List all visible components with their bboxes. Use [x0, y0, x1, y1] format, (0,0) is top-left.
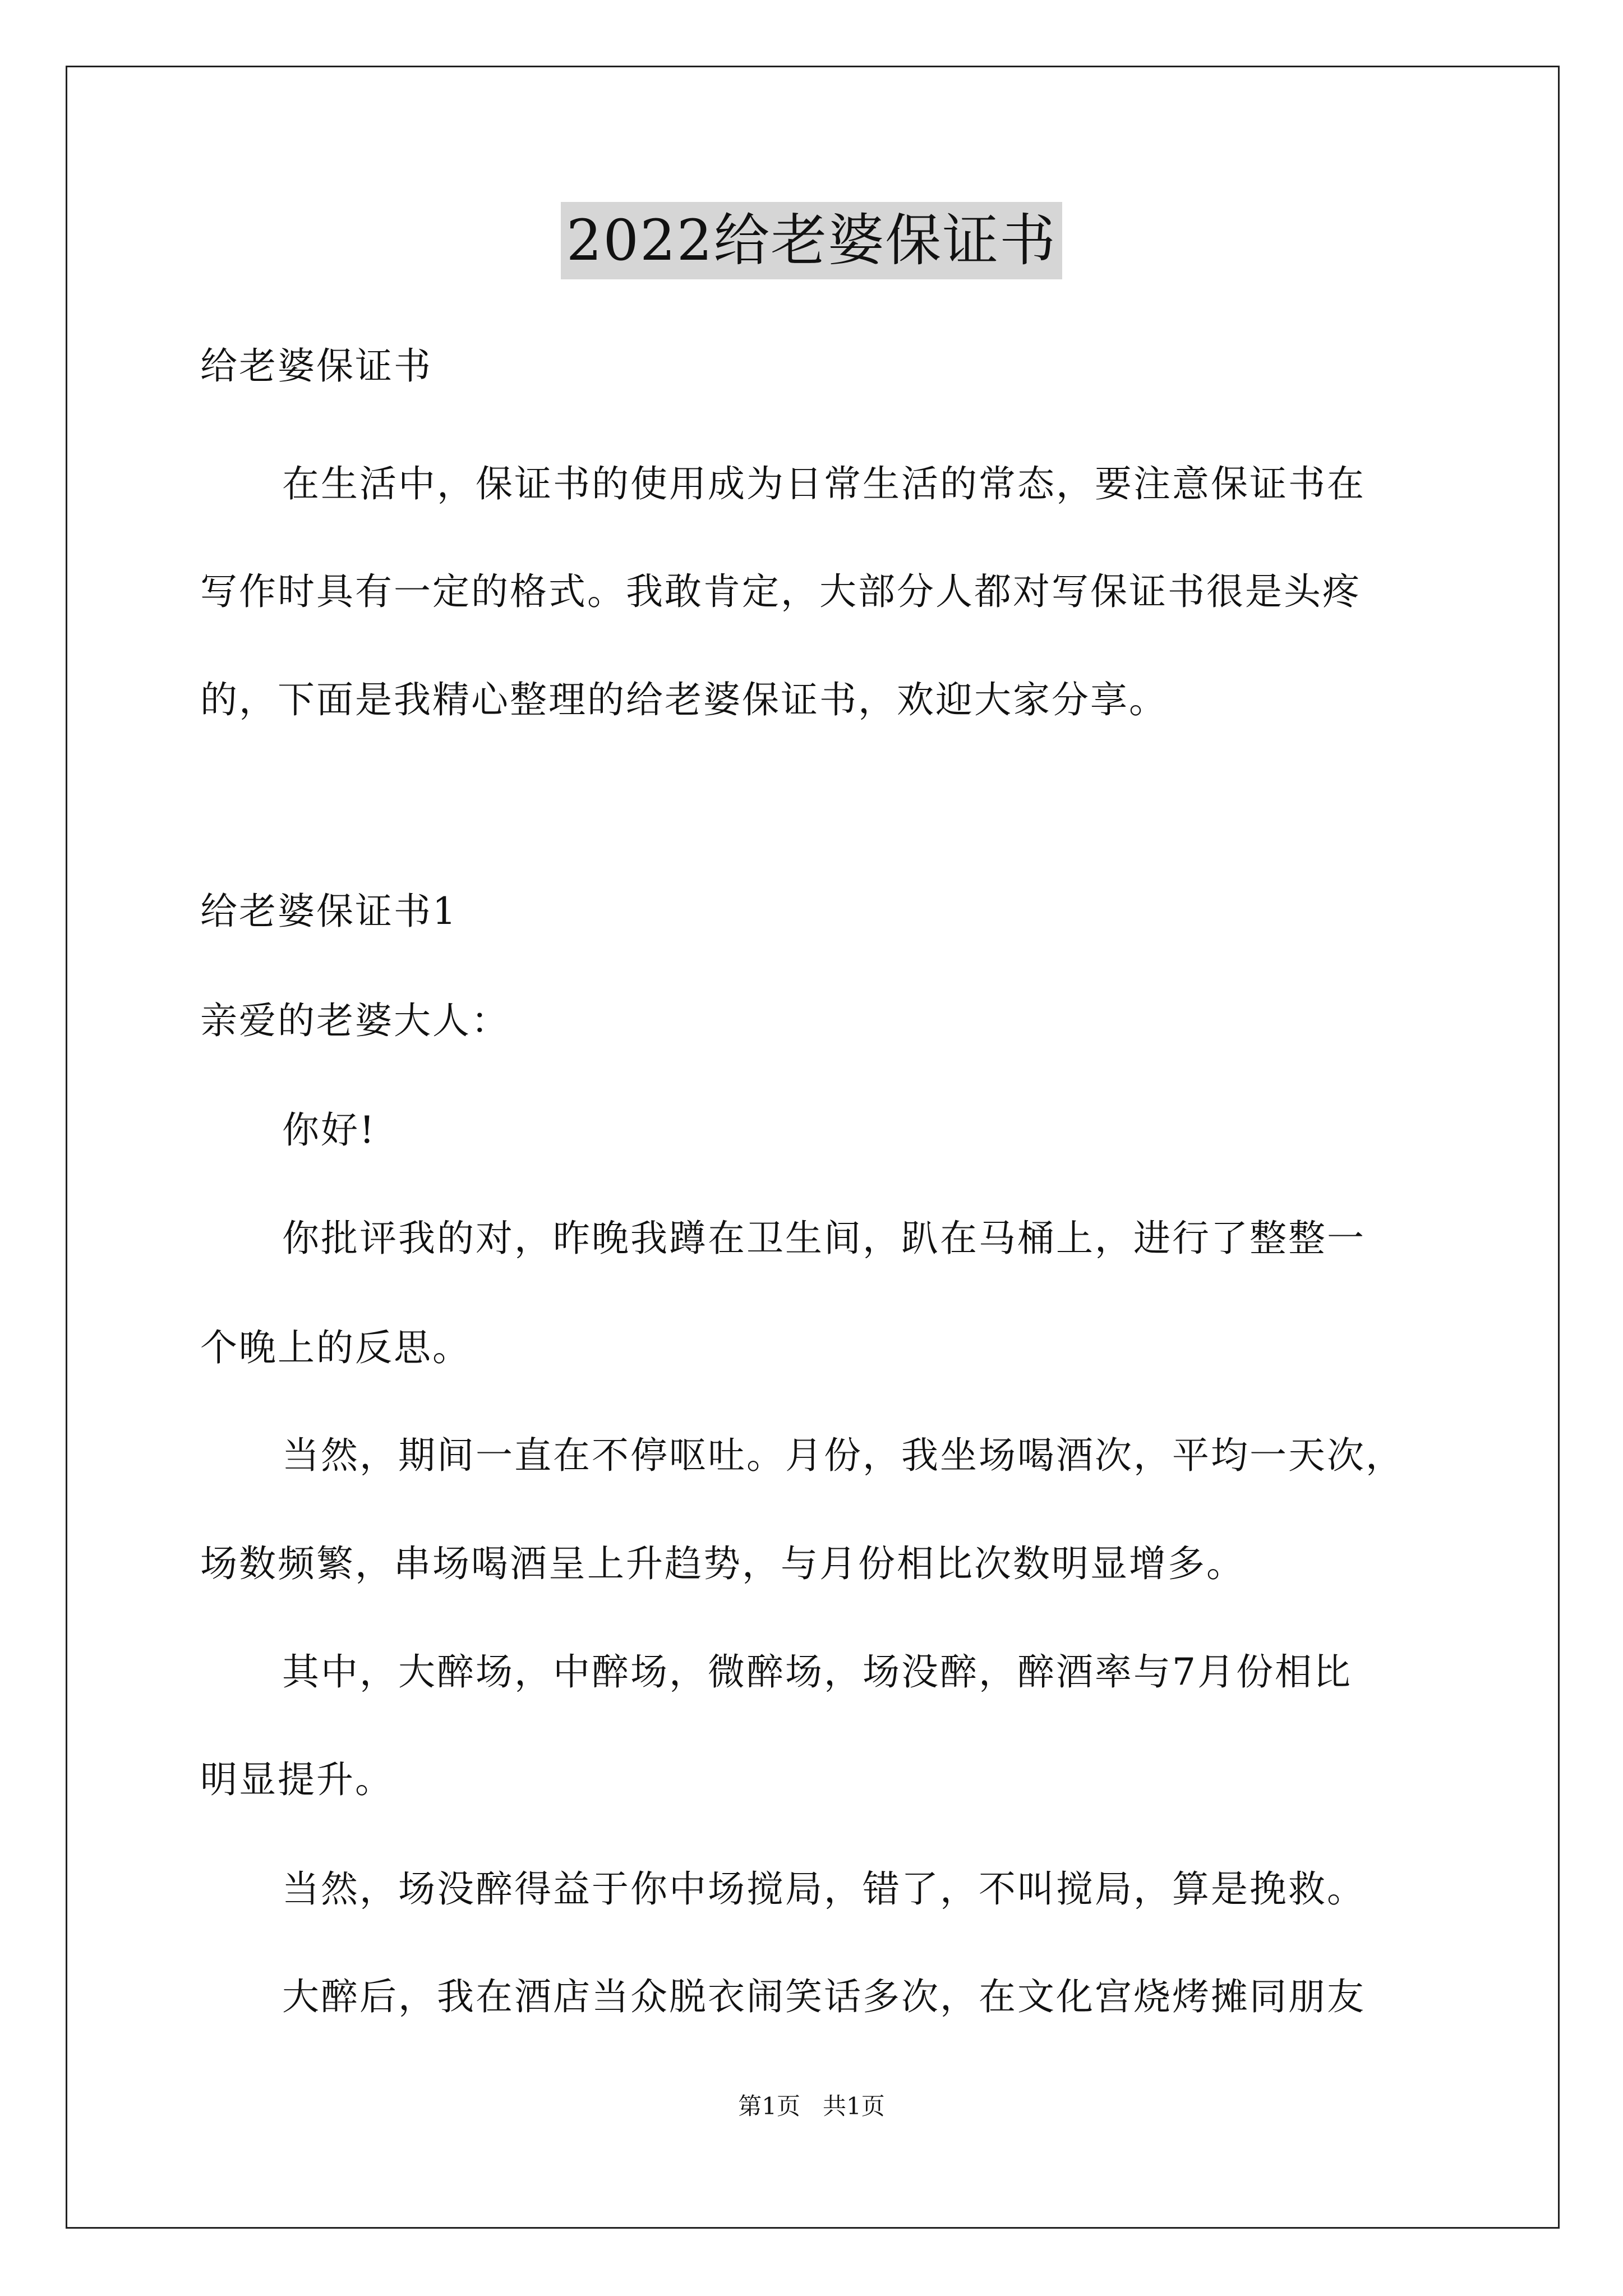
paragraph-line: 场数频繁，串场喝酒呈上升趋势，与月份相比次数明显增多。 — [200, 1542, 1245, 1585]
paragraph-line: 大醉后，我在酒店当众脱衣闹笑话多次，在文化宫烧烤摊同朋友 — [282, 1975, 1366, 2018]
doc-subtitle: 给老婆保证书 — [200, 344, 432, 388]
title-container — [0, 202, 1623, 279]
paragraph-line: 写作时具有一定的格式。我敢肯定，大部分人都对写保证书很是头疼 — [200, 570, 1361, 613]
paragraph-line: 当然，期间一直在不停呕吐。月份，我坐场喝酒次，平均一天次， — [282, 1434, 1404, 1477]
document-title: 2022给老婆保证书 — [561, 202, 1063, 279]
page-footer: 第1页 共1页 — [738, 2092, 885, 2120]
section-heading: 给老婆保证书1 — [200, 890, 458, 933]
greeting: 你好! — [282, 1108, 376, 1152]
paragraph-line: 的，下面是我精心整理的给老婆保证书，欢迎大家分享。 — [200, 678, 1168, 721]
paragraph-line: 在生活中，保证书的使用成为日常生活的常态，要注意保证书在 — [282, 462, 1366, 505]
paragraph-line: 明显提升。 — [200, 1758, 394, 1801]
paragraph-line: 个晚上的反思。 — [200, 1326, 471, 1369]
paragraph-line: 你批评我的对，昨晚我蹲在卫生间，趴在马桶上，进行了整整一 — [282, 1217, 1366, 1260]
paragraph-line: 其中，大醉场，中醉场，微醉场，场没醉，醉酒率与7月份相比 — [282, 1650, 1352, 1694]
paragraph-line: 当然，场没醉得益于你中场搅局，错了，不叫搅局，算是挽救。 — [282, 1867, 1366, 1911]
salutation: 亲爱的老婆大人： — [200, 999, 510, 1042]
